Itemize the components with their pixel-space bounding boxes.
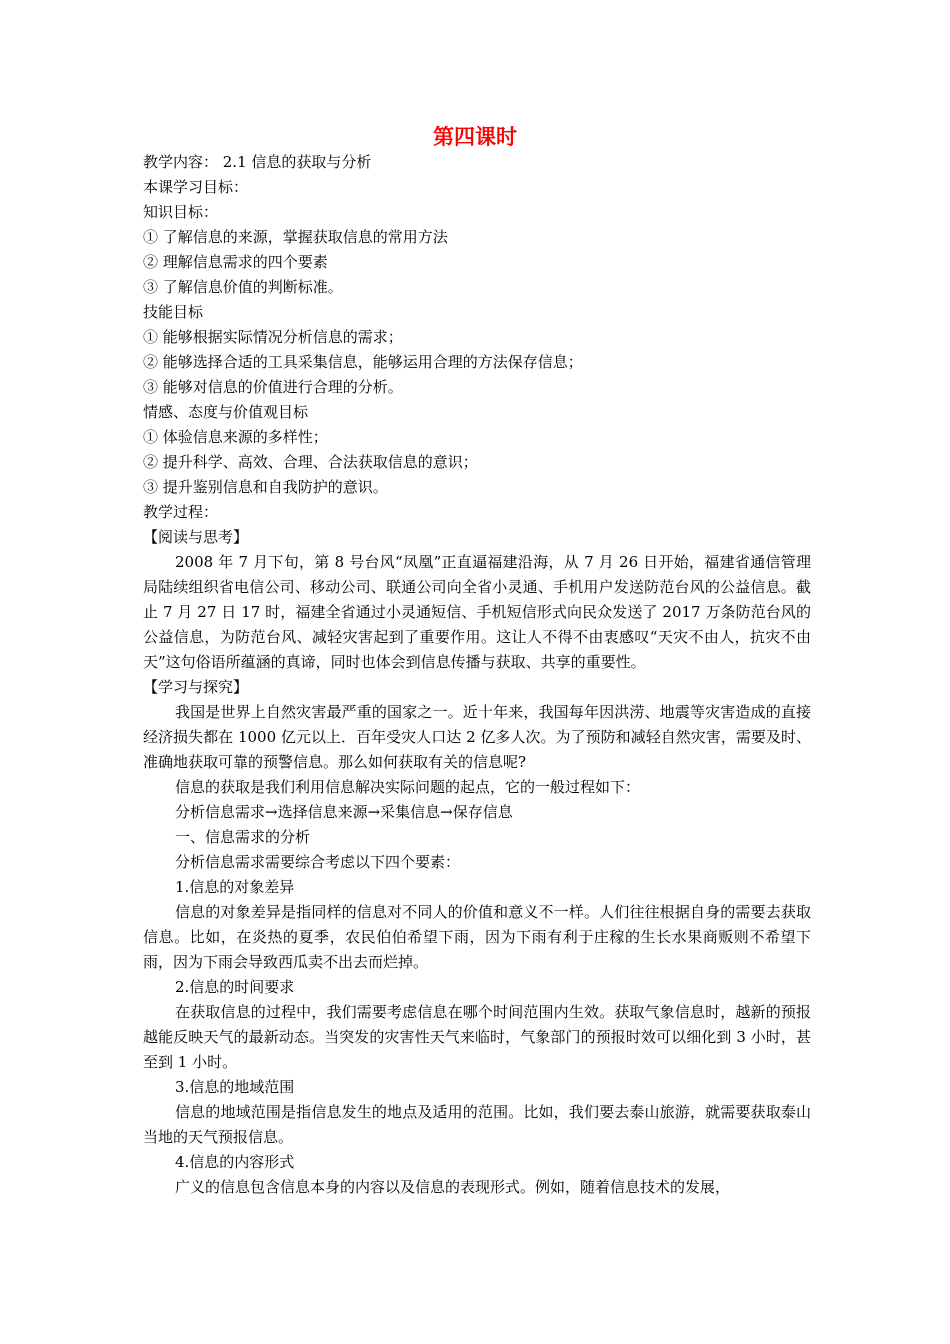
read-think-heading: 【阅读与思考】 [143, 528, 249, 546]
factor-heading-2: 2.信息的时间要求 [175, 978, 295, 996]
factor-heading-1: 1.信息的对象差异 [175, 878, 295, 896]
attitude-item-3: ③ 提升鉴别信息和自我防护的意识。 [143, 478, 388, 496]
knowledge-item-2: ② 理解信息需求的四个要素 [143, 253, 328, 271]
process-flow-line: 分析信息需求→选择信息来源→采集信息→保存信息 [175, 803, 513, 821]
attitude-item-1: ① 体验信息来源的多样性； [143, 428, 328, 446]
skill-objectives-heading: 技能目标 [143, 303, 204, 321]
knowledge-item-3: ③ 了解信息价值的判断标准。 [143, 278, 343, 296]
factor-paragraph-3: 信息的地域范围是指信息发生的地点及适用的范围。比如，我们要去泰山旅游，就需要获取泰山当地的天气预报信息。 [143, 1103, 811, 1146]
skill-item-3: ③ 能够对信息的价值进行合理的分析。 [143, 378, 403, 396]
teaching-process-heading: 教学过程： [143, 503, 219, 521]
typhoon-paragraph: 2008 年 7 月下旬，第 8 号台风“凤凰”正直逼福建沿海，从 7 月 26 日开始，福建省通信管理局陆续组织省电信公司、移动公司、联通公司向全省小灵通、手机用户发送防范台风的公益信息。截止 7 月 27 日 17 时，福建全省通过小灵通短信、手机短信形式向民众发送了 2017 万条防范台风的公益信息，为防范台风、减轻灾害起到了重要作用。这让人不得不由衷感叹“天灾不由人，抗灾不由天”这句俗语所蕴涵的真谛，同时也体会到信息传播与获取、共享的重要性。 [143, 553, 811, 671]
attitude-item-2: ② 提升科学、高效、合理、合法获取信息的意识； [143, 453, 478, 471]
factor-heading-4: 4.信息的内容形式 [175, 1153, 295, 1171]
factor-paragraph-4: 广义的信息包含信息本身的内容以及信息的表现形式。例如，随着信息技术的发展， [175, 1178, 731, 1196]
attitude-objectives-heading: 情感、态度与价值观目标 [143, 403, 309, 421]
four-factors-intro: 分析信息需求需要综合考虑以下四个要素： [175, 853, 461, 871]
learn-explore-heading: 【学习与探究】 [143, 678, 249, 696]
factor-paragraph-2: 在获取信息的过程中，我们需要考虑信息在哪个时间范围内生效。获取气象信息时，越新的预报越能反映天气的最新动态。当突发的灾害性天气来临时，气象部门的预报时效可以细化到 3 小时，甚至到 1 小时。 [143, 1003, 811, 1071]
objectives-heading: 本课学习目标： [143, 178, 249, 196]
teaching-content-line: 教学内容： 2.1 信息的获取与分析 [143, 153, 372, 171]
document-body [143, 150, 811, 1200]
factor-heading-3: 3.信息的地域范围 [175, 1078, 295, 1096]
knowledge-item-1: ① 了解信息的来源，掌握获取信息的常用方法 [143, 228, 448, 246]
page-title: 第四课时 [433, 125, 517, 149]
skill-item-1: ① 能够根据实际情况分析信息的需求； [143, 328, 403, 346]
process-intro-paragraph: 信息的获取是我们利用信息解决实际问题的起点，它的一般过程如下： [175, 778, 641, 796]
factor-paragraph-1: 信息的对象差异是指同样的信息对不同人的价值和意义不一样。人们往往根据自身的需要去获取信息。比如，在炎热的夏季，农民伯伯希望下雨，因为下雨有利于庄稼的生长水果商贩则不希望下雨，因为下雨会导致西瓜卖不出去而烂掉。 [143, 903, 811, 971]
skill-item-2: ② 能够选择合适的工具采集信息，能够运用合理的方法保存信息； [143, 353, 583, 371]
disaster-paragraph: 我国是世界上自然灾害最严重的国家之一。近十年来，我国每年因洪涝、地震等灾害造成的直接经济损失都在 1000 亿元以上．百年受灾人口达 2 亿多人次。为了预防和减轻自然灾害，需要及时、准确地获取可靠的预警信息。那么如何获取有关的信息呢? [143, 703, 811, 771]
knowledge-objectives-heading: 知识目标： [143, 203, 219, 221]
section-heading-1: 一、信息需求的分析 [175, 828, 311, 846]
